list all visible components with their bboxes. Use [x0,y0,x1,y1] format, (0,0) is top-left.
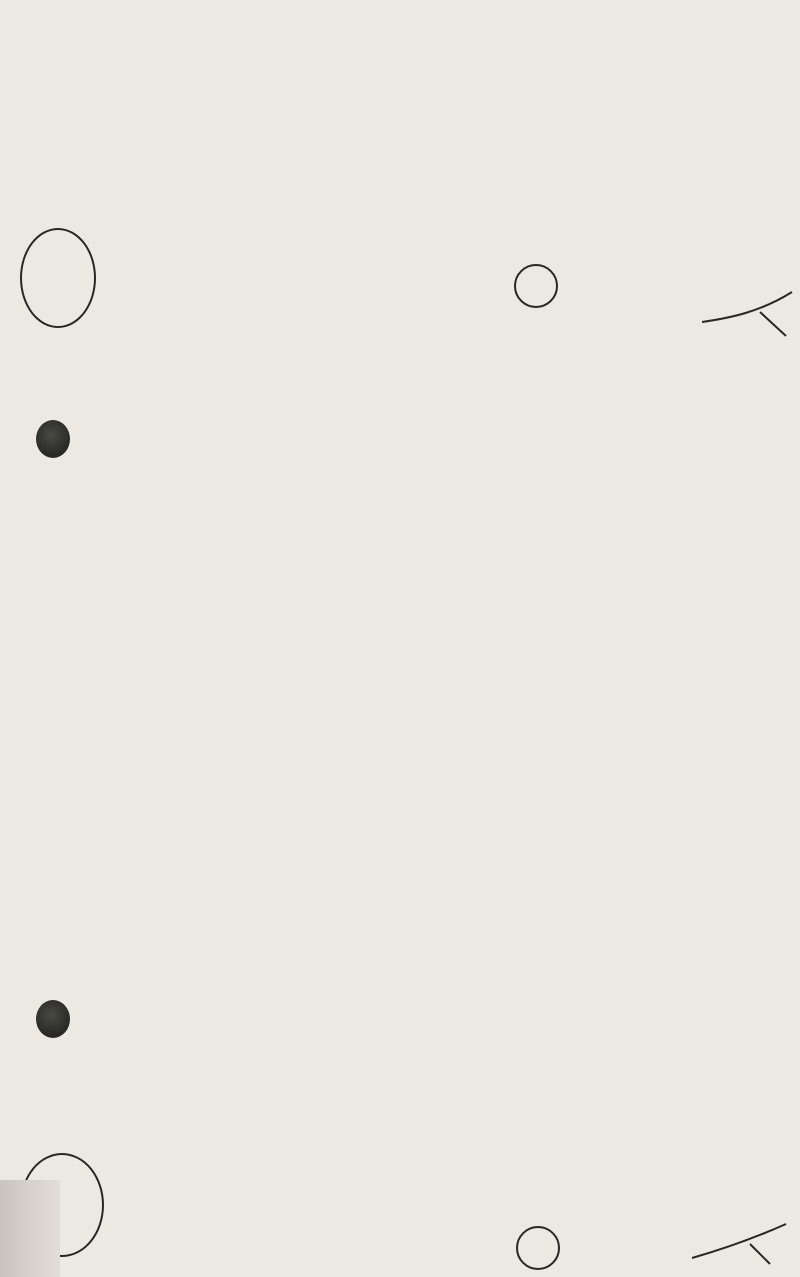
punch-hole [36,420,70,458]
page-edge [0,1180,60,1277]
handwritten-circle [514,264,558,308]
pen-mark [690,1220,790,1270]
punch-hole [36,1000,70,1038]
handwritten-circle [516,1226,560,1270]
handwritten-circle [20,228,96,328]
pen-mark [700,282,800,342]
